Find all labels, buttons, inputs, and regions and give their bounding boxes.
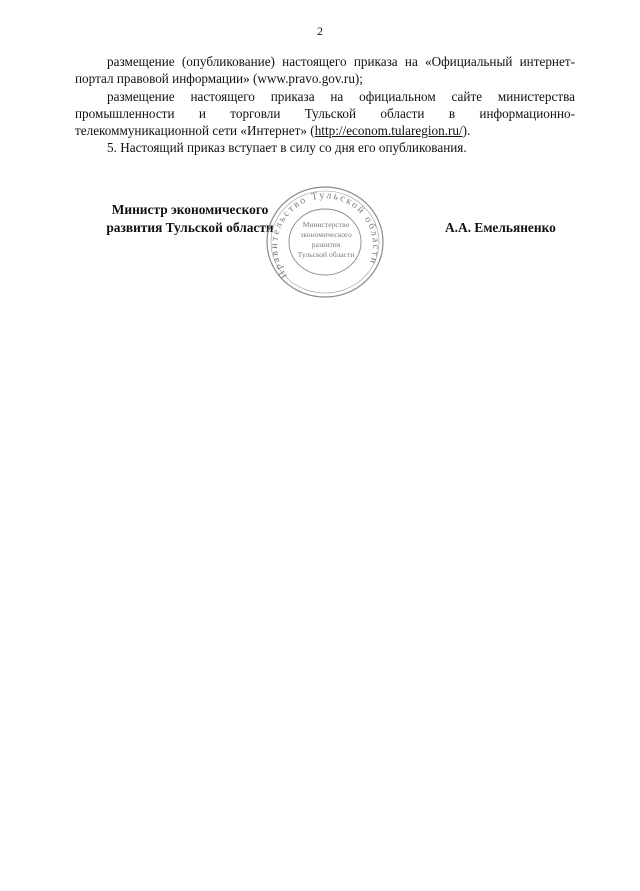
seal-outer-text: Правительство Тульской области	[268, 190, 382, 281]
seal-inner-line4: Тульской области	[297, 250, 355, 259]
page-number: 2	[317, 24, 323, 38]
seal-inner-line2: экономического	[300, 230, 352, 239]
signatory-title-line1: Министр экономического	[111, 202, 269, 217]
signatory-name: А.А. Емельяненко	[445, 220, 556, 235]
paragraph-website	[75, 88, 575, 140]
signatory-title	[95, 201, 285, 236]
paragraph-effective: 5. Настоящий приказ вступает в силу со дня его опубликования.	[107, 140, 467, 156]
signatory-title-line2: развития Тульской области	[106, 219, 274, 235]
official-seal-stamp	[262, 183, 390, 301]
seal-inner-line3: развития	[311, 240, 341, 249]
paragraph-website-start: размещение настоящего приказа на официальном сайте министерства промышленности и торговли Тульской области в информационно-телекоммуникационной сети «Интернет» (	[75, 88, 575, 139]
seal-graphic	[262, 183, 390, 301]
document-body	[75, 53, 575, 157]
paragraph-publication: размещение (опубликование) настоящего приказа на «Официальный интернет-портал правовой информации» (www.pravo.gov.ru);	[75, 54, 575, 87]
seal-inner-line1: Министерство	[302, 220, 350, 229]
website-link[interactable]: http://econom.tularegion.ru/	[314, 123, 463, 139]
paragraph-website-end: ).	[462, 123, 471, 139]
